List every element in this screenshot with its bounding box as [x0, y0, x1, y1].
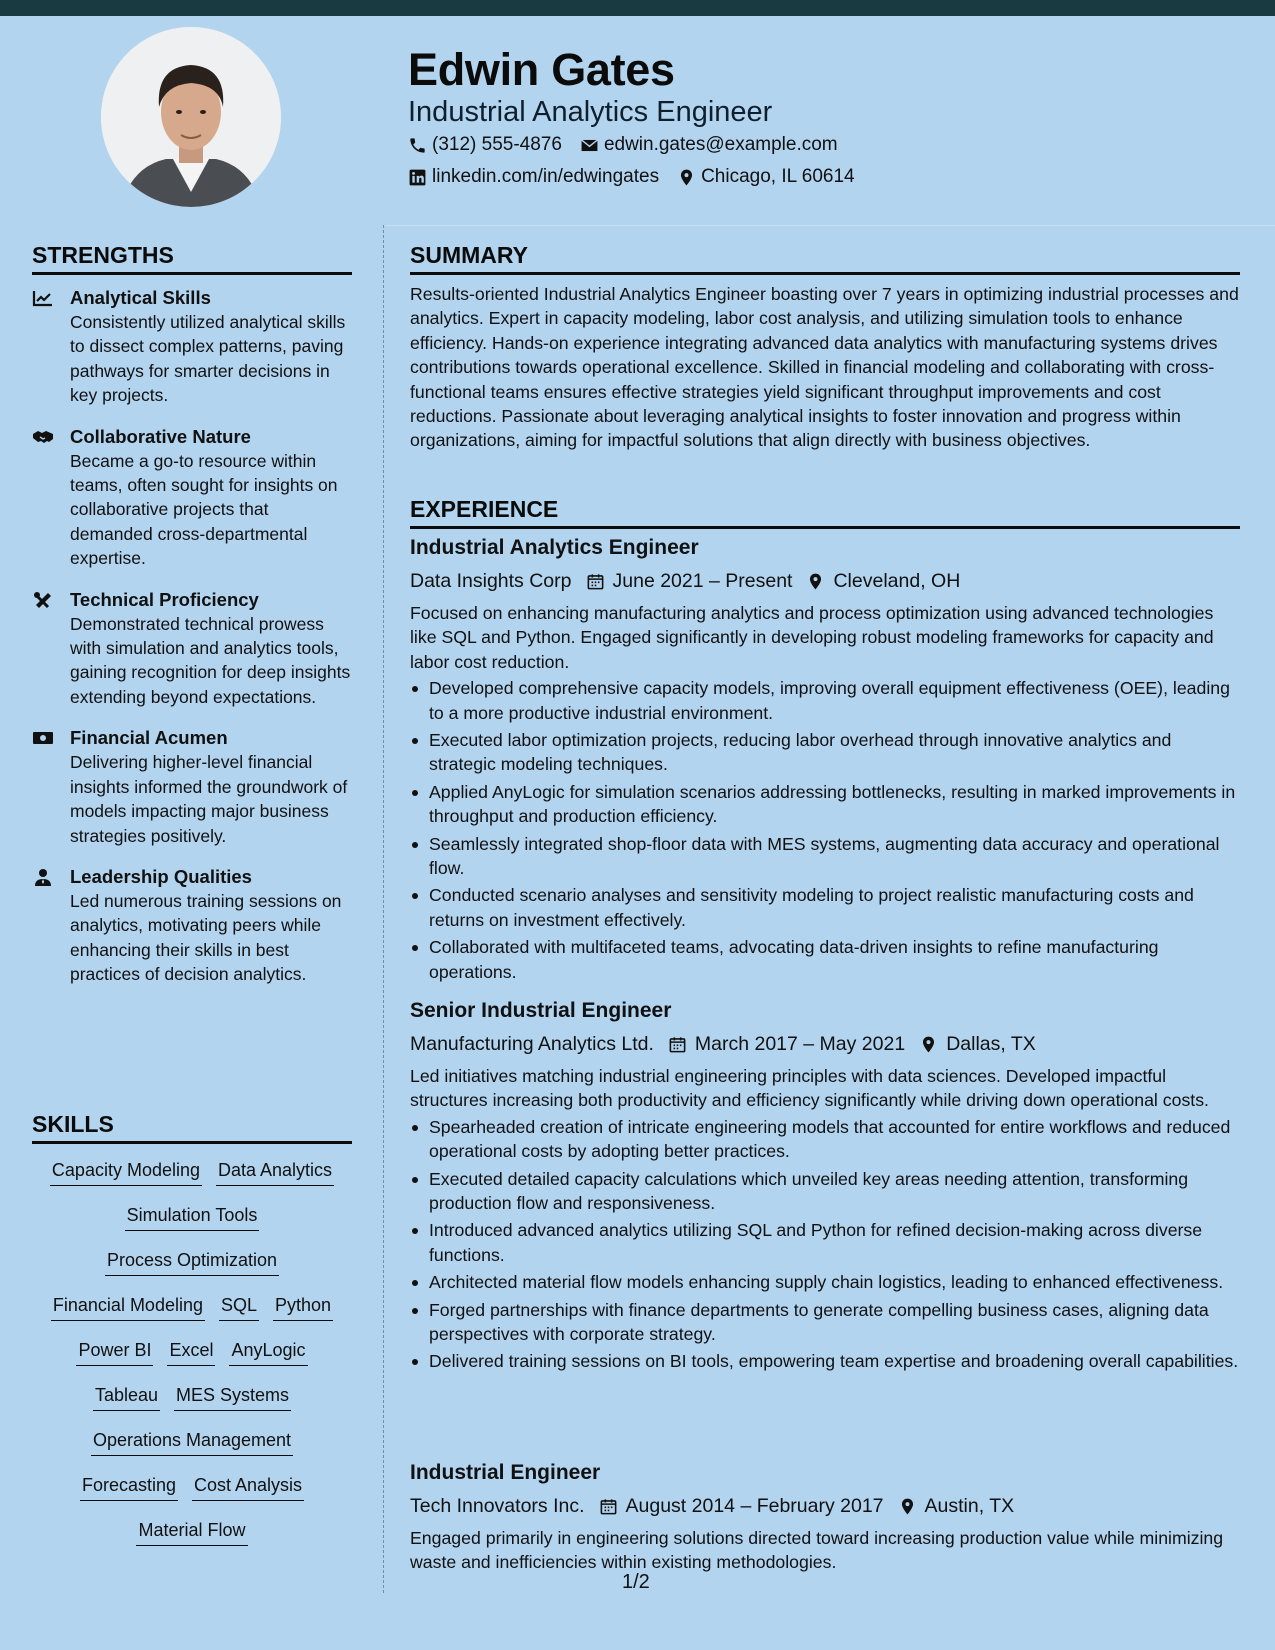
strength-desc: Became a go-to resource within teams, often sought for insights on collaborative projects that demanded cross-departmental expertise.: [70, 450, 338, 569]
job-bullet: Applied AnyLogic for simulation scenarios addressing bottlenecks, resulting in marked improvements in throughput and production efficiency.: [410, 780, 1240, 829]
skill-tag: Capacity Modeling: [50, 1158, 202, 1186]
job-title: Industrial Analytics Engineer: [410, 536, 699, 559]
skill-tag: Excel: [167, 1338, 215, 1366]
skill-tag: Tableau: [93, 1383, 160, 1411]
phone-item: [408, 134, 562, 156]
skill-tag: AnyLogic: [229, 1338, 307, 1366]
strength-desc: Led numerous training sessions on analytics, motivating peers while enhancing their skills in best practices of decision analytics.: [70, 890, 342, 985]
email-text[interactable]: edwin.gates@example.com: [603, 134, 838, 155]
job-description: Engaged primarily in engineering solutions directed toward increasing production value while minimizing waste and inefficiencies within existing methodologies.: [410, 1528, 1224, 1573]
job-dates: June 2021 – Present: [612, 569, 793, 592]
skill-tag: Cost Analysis: [192, 1473, 304, 1501]
job-bullet: Introduced advanced analytics utilizing SQL and Python for refined decision-making across diverse functions.: [410, 1218, 1240, 1267]
map-pin-icon: [677, 168, 696, 187]
job-company: Data Insights Corp: [410, 569, 572, 592]
job-company: Tech Innovators Inc.: [410, 1494, 585, 1517]
job-bullets: [410, 676, 1240, 984]
strength-title: Technical Proficiency: [70, 588, 259, 610]
job-bullet: Collaborated with multifaceted teams, advocating data-driven insights to refine manufacturing operations.: [410, 935, 1240, 984]
calendar-icon: [668, 1035, 687, 1054]
linkedin-icon: [408, 168, 427, 187]
skill-row: [32, 1158, 352, 1203]
strengths-heading: STRENGTHS: [32, 242, 352, 275]
strength-item: [32, 726, 352, 848]
skill-row: [32, 1203, 352, 1248]
column-divider: [383, 225, 384, 1593]
linkedin-text[interactable]: linkedin.com/in/edwingates: [432, 166, 660, 187]
page-number: 1/2: [622, 1571, 650, 1593]
job-description: Led initiatives matching industrial engineering principles with data sciences. Developed impactful structures increasing both productivity and efficiency significantly while driving down operational costs.: [410, 1066, 1209, 1111]
calendar-icon: [586, 572, 605, 591]
skill-row: [32, 1383, 352, 1428]
job-bullet: Forged partnerships with finance departments to generate compelling business cases, aligning data perspectives with corporate strategy.: [410, 1298, 1240, 1347]
skill-row: [32, 1428, 352, 1473]
strength-title: Financial Acumen: [70, 727, 228, 749]
job-bullet: Architected material flow models enhancing supply chain logistics, leading to enhanced effectiveness.: [410, 1270, 1240, 1294]
map-pin-icon: [806, 572, 825, 591]
strength-desc: Demonstrated technical prowess with simulation and analytics tools, gaining recognition for deep insights extending beyond expectations.: [70, 613, 351, 707]
skill-row: [32, 1473, 352, 1518]
top-bar: [0, 0, 1275, 16]
tools-icon: [32, 591, 54, 609]
skill-tag: SQL: [219, 1293, 259, 1321]
job-dates: March 2017 – May 2021: [694, 1032, 906, 1055]
strength-item: [32, 588, 352, 710]
job-entry: [410, 534, 1240, 987]
skill-row: [32, 1518, 352, 1563]
envelope-icon: [580, 136, 599, 155]
contact-row-1: [408, 134, 856, 156]
job-bullet: Spearheaded creation of intricate engineering models that accounted for entire workflows and reduced operational costs by adopting better practices.: [410, 1115, 1240, 1164]
location-text: Chicago, IL 60614: [701, 166, 855, 187]
job-dates: August 2014 – February 2017: [625, 1494, 884, 1517]
skill-tag: Forecasting: [80, 1473, 178, 1501]
job-title: Senior Industrial Engineer: [410, 999, 672, 1022]
job-bullet: Conducted scenario analyses and sensitivity modeling to project realistic manufacturing costs and returns on investment effectively.: [410, 883, 1240, 932]
location-item: [677, 166, 855, 188]
skill-tag: MES Systems: [174, 1383, 291, 1411]
skills-list: [32, 1158, 352, 1563]
skill-tag: Financial Modeling: [51, 1293, 205, 1321]
skill-tag: Power BI: [76, 1338, 153, 1366]
job-meta: [410, 1030, 1240, 1058]
strength-desc: Delivering higher-level financial insights informed the groundwork of models impacting major business strategies positively.: [70, 752, 348, 846]
linkedin-item[interactable]: [408, 166, 659, 188]
strength-title: Collaborative Nature: [70, 425, 251, 447]
experience-heading: EXPERIENCE: [410, 496, 1240, 529]
email-item[interactable]: [580, 134, 838, 156]
money-bill-icon: [32, 729, 54, 747]
skill-tag: Operations Management: [91, 1428, 293, 1456]
job-bullet: Developed comprehensive capacity models, improving overall equipment effectiveness (OEE), leading to a more productive industrial environment.: [410, 676, 1240, 725]
header-divider: [385, 225, 1275, 226]
job-meta: [410, 567, 1240, 595]
job-location: Cleveland, OH: [833, 569, 961, 592]
map-pin-icon: [898, 1497, 917, 1516]
summary-text: Results-oriented Industrial Analytics Engineer boasting over 7 years in optimizing industrial processes and analytics. Expert in capacity modeling, labor cost analysis, and utilizing simulation tools to enhance efficiency. Hands-on experience integrating advanced data analytics with manufacturing systems drives contributions towards operational excellence. Skilled in financial modeling and collaborating with cross-functional teams ensures effective strategies yield significant throughput improvements and cost reductions. Passionate about leveraging analytical insights to foster innovation and progress within organizations, aiming for impactful solutions that align directly with business objectives.: [410, 284, 1239, 451]
skill-tag: Simulation Tools: [125, 1203, 260, 1231]
job-meta: [410, 1492, 1240, 1520]
skill-tag: Python: [273, 1293, 333, 1321]
job-company: Manufacturing Analytics Ltd.: [410, 1032, 654, 1055]
map-pin-icon: [919, 1035, 938, 1054]
strengths-list: [32, 286, 352, 1004]
job-description: Focused on enhancing manufacturing analytics and process optimization using advanced technologies like SQL and Python. Engaged significantly in developing robust modeling frameworks for capacity and labor cost reduction.: [410, 603, 1214, 672]
skill-tag: Process Optimization: [105, 1248, 279, 1276]
summary-heading: SUMMARY: [410, 242, 1240, 275]
profile-photo: [101, 27, 281, 207]
job-entry: [410, 1459, 1240, 1575]
contact-row-2: [408, 166, 873, 188]
strength-item: [32, 425, 352, 571]
calendar-icon: [599, 1497, 618, 1516]
strength-title: Leadership Qualities: [70, 865, 252, 887]
candidate-name: Edwin Gates: [408, 44, 675, 95]
handshake-icon: [32, 428, 54, 446]
job-location: Dallas, TX: [946, 1032, 1036, 1055]
skill-tag: Data Analytics: [216, 1158, 334, 1186]
strength-item: [32, 286, 352, 408]
skills-heading: SKILLS: [32, 1111, 352, 1144]
skill-row: [32, 1338, 352, 1383]
job-title: Industrial Engineer: [410, 1461, 601, 1484]
strength-title: Analytical Skills: [70, 287, 211, 308]
candidate-title: Industrial Analytics Engineer: [408, 96, 773, 128]
skill-tag: Material Flow: [136, 1518, 247, 1546]
job-location: Austin, TX: [924, 1494, 1015, 1517]
strength-item: [32, 865, 352, 987]
job-bullet: Executed labor optimization projects, reducing labor overhead through innovative analytics and strategic modeling techniques.: [410, 728, 1240, 777]
skill-row: [32, 1248, 352, 1293]
job-bullet: Seamlessly integrated shop-floor data with MES systems, augmenting data accuracy and operational flow.: [410, 832, 1240, 881]
job-entry: [410, 997, 1240, 1377]
phone-icon: [408, 136, 427, 155]
phone-text: (312) 555-4876: [432, 134, 562, 155]
user-tie-icon: [32, 868, 54, 886]
job-bullet: Executed detailed capacity calculations which unveiled key areas needing attention, transforming production flow and responsiveness.: [410, 1167, 1240, 1216]
job-bullet: Delivered training sessions on BI tools, empowering team expertise and broadening overall capabilities.: [410, 1349, 1240, 1373]
skill-row: [32, 1293, 352, 1338]
job-bullets: [410, 1115, 1240, 1374]
strength-desc: Consistently utilized analytical skills to dissect complex patterns, paving pathways for smarter decisions in key projects.: [70, 312, 346, 406]
chart-line-icon: [32, 289, 54, 307]
